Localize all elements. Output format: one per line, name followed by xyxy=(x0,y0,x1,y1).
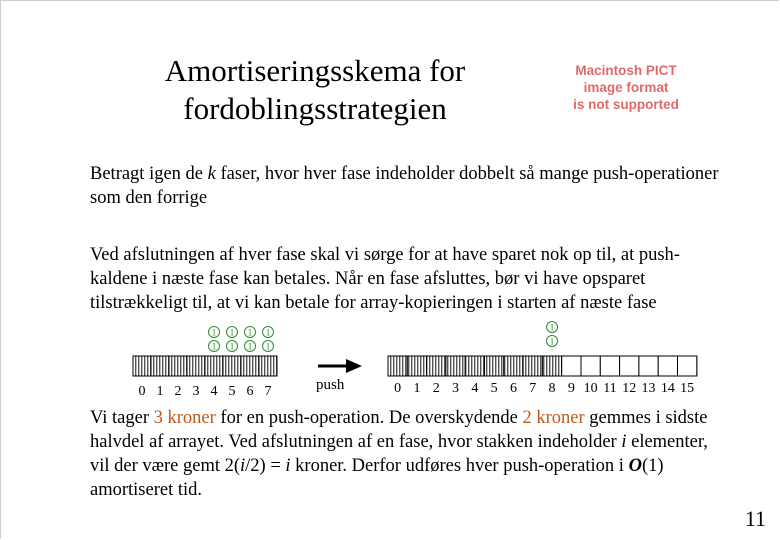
paragraph-conclusion xyxy=(90,406,730,502)
array-cell-15 xyxy=(678,356,697,376)
title-line-1: Amortiseringsskema for xyxy=(164,53,466,88)
array-cell-2 xyxy=(169,356,187,376)
array-cell-13 xyxy=(639,356,658,376)
array-index-4: 4 xyxy=(471,381,479,396)
arrow-head xyxy=(346,359,362,373)
array-cell-1 xyxy=(407,356,426,376)
right-coin-top-label: 1 xyxy=(549,322,555,333)
array-index-0: 0 xyxy=(138,384,146,399)
p1-text-b: faser, hvor hver fase indeholder dobbelt så mange push-operationer som den forrige xyxy=(90,164,719,208)
p3-t2: for en push-operation. De overskydende xyxy=(215,408,523,428)
page-number: 11 xyxy=(744,506,766,531)
p1-text-a: Betragt igen de xyxy=(90,164,208,184)
array-index-5: 5 xyxy=(490,381,498,396)
p3-accent-3-kroner: 3 kroner xyxy=(153,408,216,428)
left-coin-top-3-label: 1 xyxy=(265,327,271,338)
p3-i1: i xyxy=(621,432,627,452)
array-index-6: 6 xyxy=(246,384,254,399)
array-cell-14 xyxy=(658,356,677,376)
array-cell-2 xyxy=(427,356,446,376)
left-coin-bottom-0-label: 1 xyxy=(211,341,217,352)
p3-i2: i xyxy=(240,456,246,476)
left-coin-bottom-2-label: 1 xyxy=(247,341,253,352)
array-cell-6 xyxy=(241,356,259,376)
left-coin-top-2-label: 1 xyxy=(247,327,253,338)
p3-t7: (1) amortiseret tid. xyxy=(90,456,664,500)
array-cell-11 xyxy=(600,356,619,376)
array-index-1: 1 xyxy=(156,384,164,399)
array-index-14: 14 xyxy=(660,381,675,396)
pict-line-2: image format xyxy=(583,80,669,95)
array-index-9: 9 xyxy=(567,381,575,396)
array-index-11: 11 xyxy=(603,381,617,396)
right-array xyxy=(388,322,697,397)
array-index-1: 1 xyxy=(413,381,421,396)
array-index-4: 4 xyxy=(210,384,218,399)
array-index-3: 3 xyxy=(452,381,460,396)
p1-k: k xyxy=(207,164,216,184)
p3-big-o: O xyxy=(628,456,642,476)
array-index-6: 6 xyxy=(509,381,517,396)
array-cell-10 xyxy=(581,356,600,376)
right-coin-bottom-label: 1 xyxy=(549,336,555,347)
paragraph-savings: Ved afslutningen af hver fase skal vi sørge for at have sparet nok op til, at push-kaldene i næste fase kan betales. Når en fase afsluttes, bør vi have opsparet tilstrækkeligt til, at vi kan betale for array-kopieringen i starten af næste fase xyxy=(90,245,680,313)
left-coin-bottom-1-label: 1 xyxy=(229,341,235,352)
pict-line-1: Macintosh PICT xyxy=(575,63,677,78)
left-coin-top-0-label: 1 xyxy=(211,327,217,338)
array-cell-4 xyxy=(465,356,484,376)
array-index-2: 2 xyxy=(432,381,440,396)
array-cell-7 xyxy=(259,356,277,376)
array-cell-12 xyxy=(620,356,639,376)
array-index-2: 2 xyxy=(174,384,182,399)
p3-t5: /2) = xyxy=(245,456,286,476)
array-cell-4 xyxy=(205,356,223,376)
left-array xyxy=(133,327,277,400)
array-cell-0 xyxy=(133,356,151,376)
array-cell-5 xyxy=(223,356,241,376)
left-coin-top-1-label: 1 xyxy=(229,327,235,338)
p3-t1: Vi tager xyxy=(90,408,154,428)
left-coin-bottom-3-label: 1 xyxy=(265,341,271,352)
array-index-5: 5 xyxy=(228,384,236,399)
pict-line-3: is not supported xyxy=(573,97,679,112)
title-line-2: fordoblingsstrategien xyxy=(183,91,447,126)
array-index-10: 10 xyxy=(583,381,598,396)
array-cell-3 xyxy=(187,356,205,376)
array-index-12: 12 xyxy=(622,381,637,396)
array-cell-0 xyxy=(388,356,407,376)
array-index-7: 7 xyxy=(264,384,272,399)
array-index-8: 8 xyxy=(548,381,556,396)
array-index-3: 3 xyxy=(192,384,200,399)
array-cell-7 xyxy=(523,356,542,376)
array-index-15: 15 xyxy=(680,381,695,396)
array-cell-6 xyxy=(504,356,523,376)
p3-t6: kroner. Derfor udføres hver push-operation i xyxy=(290,456,629,476)
array-index-0: 0 xyxy=(394,381,402,396)
p3-accent-2-kroner: 2 kroner xyxy=(522,408,585,428)
array-index-7: 7 xyxy=(529,381,537,396)
array-cell-8 xyxy=(542,356,561,376)
p3-i3: i xyxy=(285,456,291,476)
array-cell-3 xyxy=(446,356,465,376)
push-arrow xyxy=(316,359,362,393)
p3-t3: gemmes i sidste halvdel af arrayet. Ved afslutningen af en fase, hvor stakken indeholder xyxy=(90,408,708,452)
array-index-13: 13 xyxy=(641,381,656,396)
p3-t4: elementer, vil der være gemt 2( xyxy=(90,432,708,476)
array-cell-5 xyxy=(485,356,504,376)
array-cell-1 xyxy=(151,356,169,376)
array-cell-9 xyxy=(562,356,581,376)
arrow-label: push xyxy=(316,377,345,393)
